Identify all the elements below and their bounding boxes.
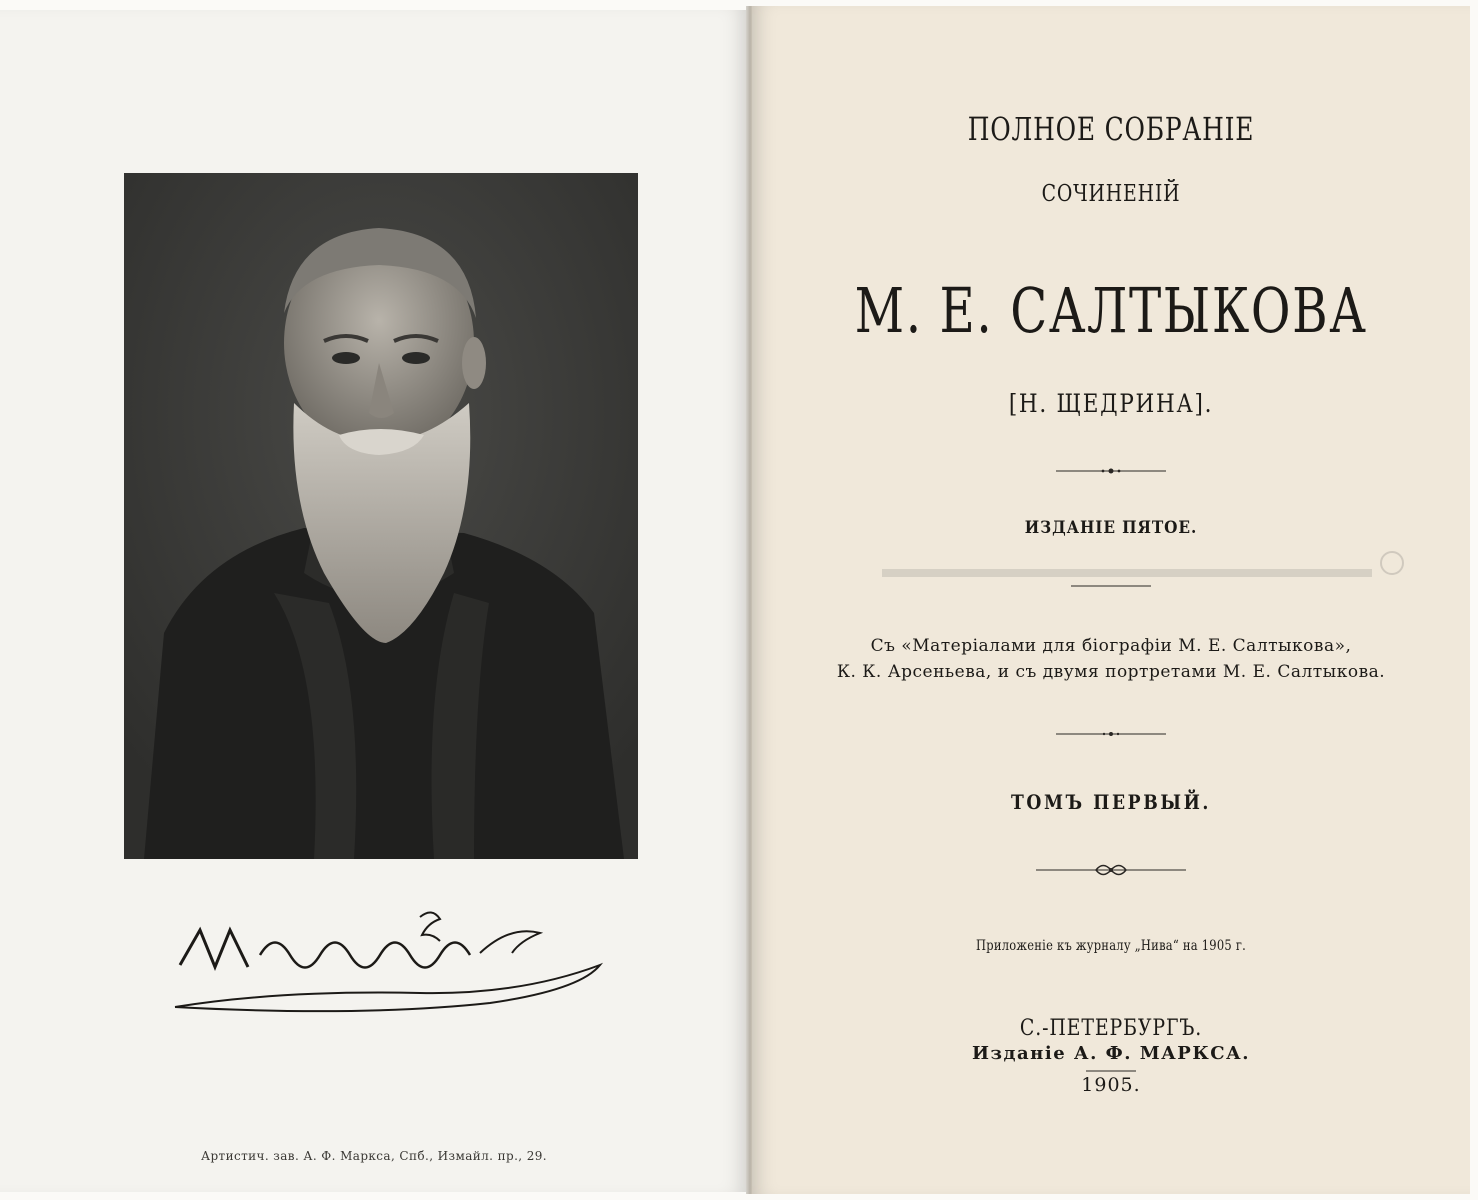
edition-label: ИЗДАНІЕ ПЯТОЕ. [1024,518,1198,538]
materials-line-2: К. К. Арсеньева, и съ двумя портретами М. Е. Салтыкова. [836,662,1386,682]
publication-year: 1905. [1081,1074,1141,1096]
supplement-note: Приложеніе къ журналу „Нива“ на 1905 г. [975,938,1247,954]
ornament-rule-1 [752,461,1470,481]
title-line-2: СОЧИНЕНІЙ [1041,181,1181,207]
ornament-rule-2 [752,724,1470,744]
printer-imprint: Артистич. зав. А. Ф. Маркса, Спб., Измайл. пр., 29. [200,1149,548,1163]
author-pseudonym: [Н. ЩЕДРИНА]. [1008,389,1214,418]
volume-label: ТОМЪ ПЕРВЫЙ. [1011,790,1211,814]
materials-line-1: Съ «Матеріалами для біографіи М. Е. Салтыкова», [870,636,1352,656]
plain-rule [752,576,1470,596]
publisher: Изданіе А. Ф. МАРКСА. [972,1043,1250,1064]
city: С.-ПЕТЕРБУРГЪ. [1019,1016,1203,1041]
signature [160,895,610,1025]
materials-note [752,633,1470,685]
title-page [752,6,1470,1194]
portrait-photo [124,173,638,859]
title-line-1: ПОЛНОЕ СОБРАНІЕ [967,110,1255,148]
author-name: М. Е. САЛТЫКОВА [854,274,1368,347]
ornament-rule-3 [752,860,1470,880]
